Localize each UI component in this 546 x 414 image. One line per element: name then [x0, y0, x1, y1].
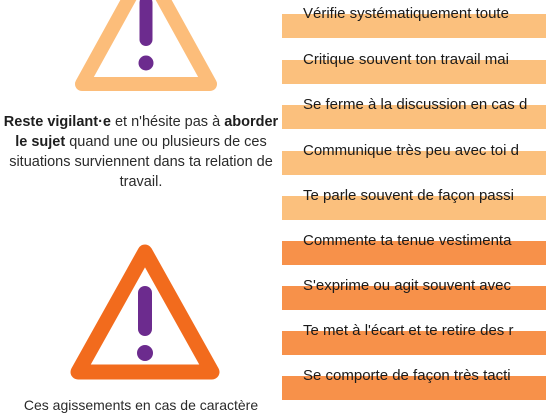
situation-text: Communique très peu avec toi d — [303, 142, 519, 159]
message-text: et n'hésite pas à — [110, 114, 225, 130]
message-text-end: quand une ou plusieurs de ces situations surviennent dans ta relation de travail. — [9, 134, 273, 190]
situation-text: Se ferme à la discussion en cas d — [303, 96, 528, 113]
situation-item — [282, 366, 546, 400]
situation-item — [282, 4, 546, 38]
situation-item — [282, 276, 546, 310]
vigilant-emphasis: Reste vigilant·e — [3, 114, 111, 130]
situation-item — [282, 186, 546, 220]
situations-list — [282, 0, 546, 409]
topic-emphasis: aborder le sujet — [15, 114, 279, 150]
situation-text: Critique souvent ton travail mai — [303, 51, 509, 68]
warning-triangle-icon — [74, 0, 218, 94]
situation-text: Te parle souvent de façon passi — [303, 187, 514, 204]
vigilance-message — [0, 112, 282, 192]
situation-item — [282, 141, 546, 175]
situation-item — [282, 50, 546, 84]
situation-item — [282, 321, 546, 355]
bottom-note: Ces agissements en cas de caractère — [23, 397, 259, 413]
situation-text: S'exprime ou agit souvent avec — [303, 277, 511, 294]
warning-triangle-icon — [70, 244, 220, 382]
situation-item — [282, 231, 546, 265]
situation-text: Te met à l'écart et te retire des r — [303, 322, 514, 339]
situation-item — [282, 95, 546, 129]
situation-text: Se comporte de façon très tacti — [303, 367, 511, 384]
situation-text: Vérifie systématiquement toute — [303, 5, 509, 22]
situation-text: Commente ta tenue vestimenta — [303, 232, 512, 249]
